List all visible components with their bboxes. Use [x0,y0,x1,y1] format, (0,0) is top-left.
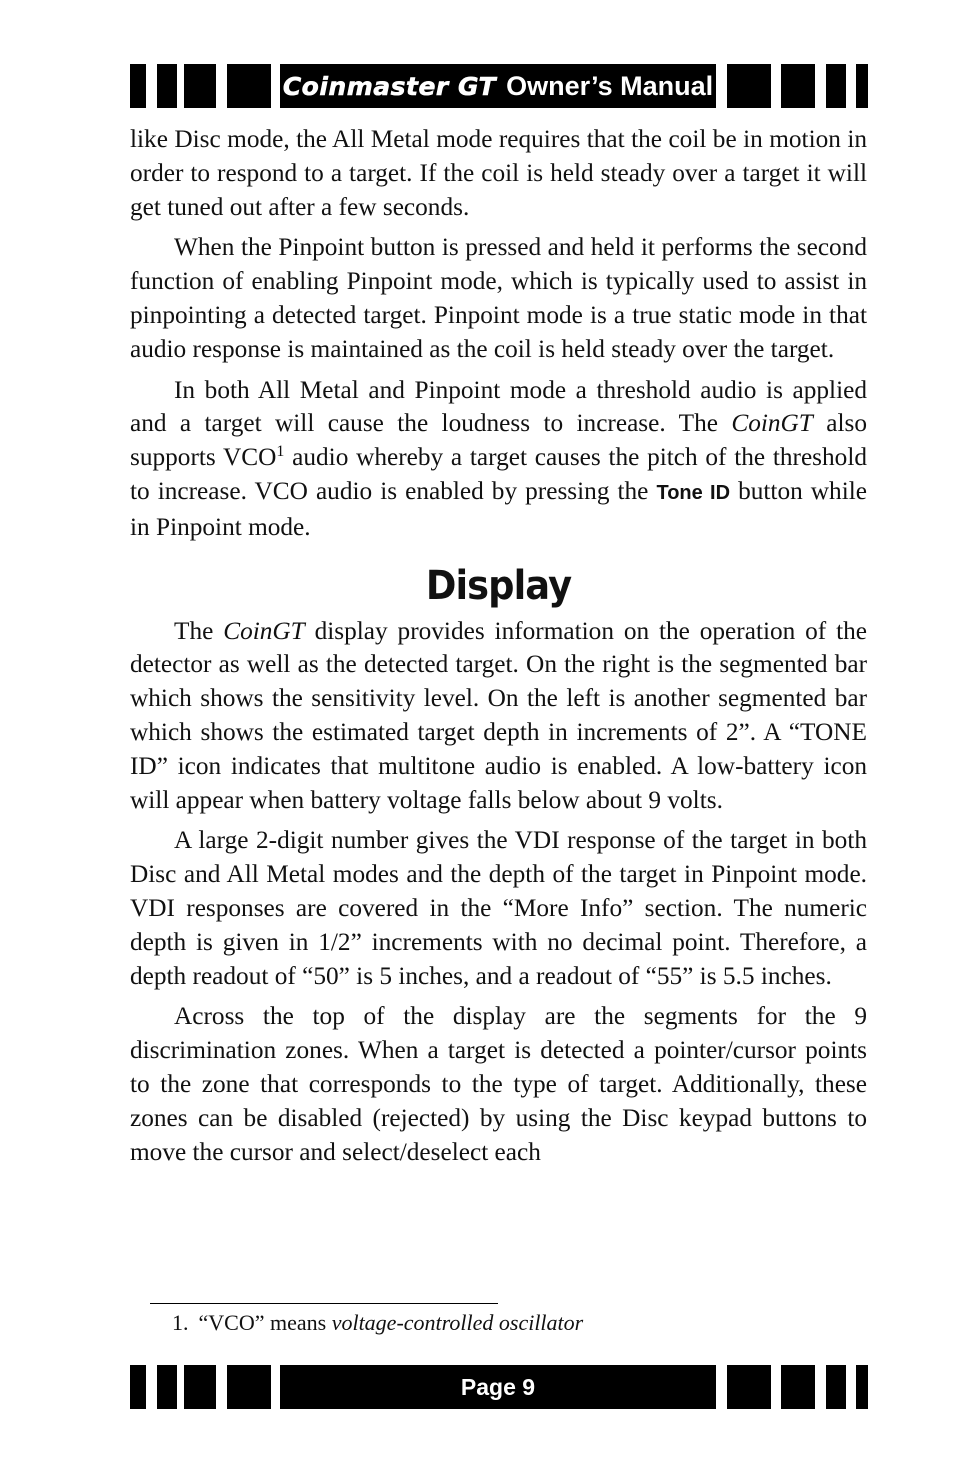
body-paragraph-vco: In both All Metal and Pinpoint mode a threshold audio is applied and a target will cause the loudness to increase. The CoinGT also supports VCO$^1$ audio whereby a target causes the pitch of the threshold to increase. VCO audio is enabled by pressing the Tone ID button while in Pinpoint mode. [130,375,867,541]
footer-decor-block [826,1365,846,1409]
page-body [130,123,867,1176]
body-paragraph: Across the top of the display are the segments for the 9 discrimination zones. When a target is detected a pointer/cursor points to the zone that corresponds to the type of target. Additionally, these zones can be disabled (rejected) by using the Disc keypad buttons to move the cursor and select/deselect each [130,1002,867,1166]
footer-decor-block [130,1365,146,1409]
footnote-italic: voltage-controlled oscillator [331,1310,584,1335]
page-number-box [280,1365,716,1409]
page-number: Page 9 [460,1373,536,1400]
footnote-ref: 1 [276,443,285,461]
header-decor-block [781,64,815,108]
footer-decor-block [727,1365,771,1409]
body-paragraph: like Disc mode, the All Metal mode requires that the coil be in motion in order to respond to a target. If the coil is held steady over a target it will get tuned out after a few seconds. [130,125,867,221]
header-brand: Coinmaster GT [282,71,497,101]
header-decor-block [130,64,146,108]
footer-decor-block [157,1365,177,1409]
header-decor-block [157,64,177,108]
footer-decor-block [184,1365,216,1409]
footnote-divider [150,1303,498,1304]
footer-decor-block [781,1365,815,1409]
footer-decor-block [227,1365,271,1409]
header-decor-block [727,64,771,108]
section-heading: Display [425,562,572,609]
header-title: Owner’s Manual [506,70,714,101]
header-decor-block [856,64,868,108]
header-decor-block [826,64,846,108]
product-name: CoinGT [223,616,305,645]
body-paragraph: When the Pinpoint button is pressed and held it performs the second function of enabling Pinpoint mode, which is typically used to assist in pinpointing a detected target. Pinpoint mode is a true static mode in that audio response is maintained as the coil is held steady over the target. [130,233,867,363]
tone-id-button-label: Tone ID [656,481,731,504]
footnote-number: 1. [172,1310,189,1335]
product-name: CoinGT [731,409,813,438]
header-title-box [280,64,716,108]
page-footer-bar [130,1365,868,1409]
footnote: 1. “VCO” means voltage-controlled oscillator [172,1310,584,1335]
footer-decor-block [856,1365,868,1409]
body-paragraph: A large 2-digit number gives the VDI response of the target in both Disc and All Metal modes and the depth of the target in Pinpoint mode. VDI responses are covered in the “More Info” section. The numeric depth is given in 1/2” increments with no decimal point. Therefore, a depth readout of “50” is 5 inches, and a readout of “55” is 5.5 inches. [130,826,867,990]
header-decor-block [227,64,271,108]
header-decor-block [184,64,216,108]
body-paragraph-display: The CoinGT display provides information on the operation of the detector as well as the detected target. On the right is the segmented bar which shows the sensitivity level. On the left is another segmented bar which shows the estimated target depth in increments of 2”. A “TONE ID” icon indicates that multitone audio is enabled. A low-battery icon will appear when battery voltage falls below about 9 volts. [130,616,867,814]
page-header-bar [130,64,868,108]
